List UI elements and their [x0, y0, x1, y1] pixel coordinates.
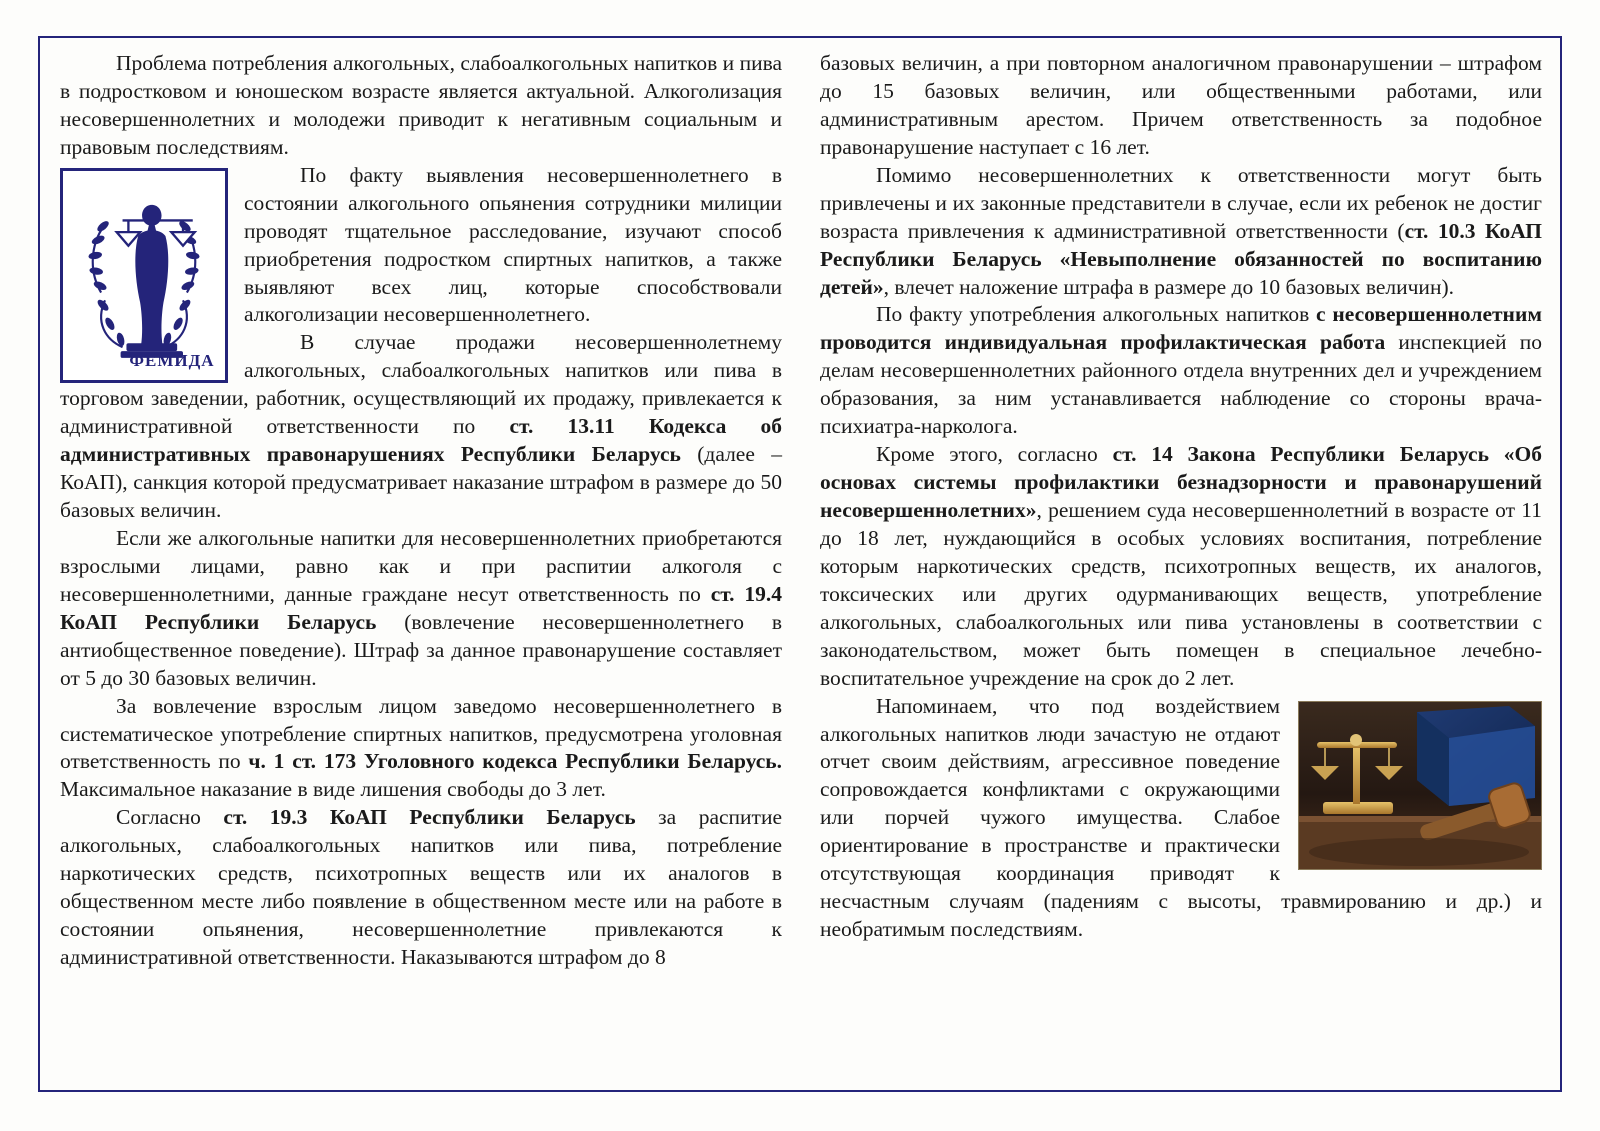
body-text: За вовлечение взрослым лицом заведомо несовершеннолетнего в систематическое употребление спиртных напитков, предусмотрена уголовная ответственность по: [60, 693, 782, 774]
femida-emblem: [60, 168, 228, 383]
emphasis-text: ст. 10.3 КоАП Республики Беларусь «Невыполнение обязанностей по воспитанию детей»: [820, 218, 1542, 299]
body-text: (далее – КоАП), санкция которой предусматривает наказание штрафом в размере до 50 базовых величин.: [60, 442, 782, 522]
body-text: Согласно: [116, 805, 224, 830]
body-text: По факту употребления алкогольных напитков: [876, 302, 1317, 327]
body-text: Если же алкогольные напитки для несовершеннолетних приобретаются взрослыми лицами, равно как и при распитии алкоголя с несовершеннолетними, данные граждане несут ответственность по: [60, 525, 782, 606]
body-text: Проблема потребления алкогольных, слабоалкогольных напитков и пива в подростковом и юношеском возрасте является актуальной. Алкоголизация несовершеннолетних и молодежи приводит к негативным социальным и правовым последствиям.: [60, 51, 782, 159]
emphasis-text: ч. 1 ст. 173 Уголовного кодекса Республики Беларусь.: [248, 749, 782, 774]
body-text: Кроме этого, согласно: [876, 442, 1113, 467]
right-column: [820, 50, 1542, 1080]
two-column-layout: [60, 50, 1542, 1080]
emblem-caption: ФЕМИДА: [129, 350, 215, 370]
body-text: инспекцией по делам несовершеннолетних районного отдела внутренних дел и учреждением образования, за ним устанавливается наблюдение со стороны врача-психиатра-нарколога.: [820, 330, 1542, 439]
left-column: [60, 50, 782, 1080]
paragraph-left-6: [60, 804, 782, 972]
body-text: за распитие алкогольных, слабоалкогольных напитков или пива, потребление наркотических средств, психотропных веществ или их аналогов в общественном месте либо появление в общественном месте или на работе в состоянии опьянения, несовершеннолетние привлекаются к административной ответственности. Наказываются штрафом до 8: [60, 805, 783, 969]
body-text: Помимо несовершеннолетних к ответственности могут быть привлечены и их законные представители в случае, если их ребенок не достиг возраста привлечения к административной ответственности (: [820, 162, 1542, 243]
paragraph-left-5: [60, 693, 782, 805]
emphasis-text: ст. 19.3 КоАП Республики Беларусь: [223, 805, 636, 830]
paragraph-left-1: [60, 50, 782, 162]
body-text: базовых величин, а при повторном аналогичном правонарушении – штрафом до 15 базовых величин, или общественными работами, или административным арестом. Причем ответственность за подобное правонарушение наступает с 16 лет.: [820, 51, 1542, 159]
paragraph-right-4: [820, 441, 1542, 692]
paragraph-right-1: [820, 50, 1542, 162]
body-text: Максимальное наказание в виде лишения свободы до 3 лет.: [60, 777, 606, 802]
body-text: , решением суда несовершеннолетний в возрасте от 11 до 18 лет, нуждающийся в особых условиях воспитания, потребление которым наркотических средств, психотропных веществ, их аналогов, токсических или других одурманивающих веществ, употребление алкогольных, слабоалкогольных или пива установлены в соответствии с законодательством, может быть помещен в специальное лечебно-воспитательное учреждение на срок до 2 лет.: [820, 498, 1542, 690]
paragraph-left-2: [60, 162, 782, 370]
paragraph-left-4: [60, 525, 782, 693]
paragraph-right-3: [820, 301, 1542, 441]
emphasis-text: ст. 13.11 Кодекса об административных правонарушениях Республики Беларусь: [60, 414, 783, 467]
paragraph-right-5: [820, 693, 1542, 944]
paragraph-right-2: [820, 162, 1542, 302]
emphasis-text: ст. 19.4 КоАП Республики Беларусь: [60, 581, 782, 634]
emblem-inner: [66, 174, 222, 377]
body-text: Напоминаем, что под воздействием алкогольных напитков люди зачастую не отдают отчет своим действиям, агрессивное поведение сопровождается конфликтами с окружающими или порчей чужого имущества. Слабое ориентирование в пространстве и практически отсутствующая координация приводят к несчастным случаям (падениям с высоты, травмированию и др.) и необратимым последствиям.: [820, 693, 1542, 942]
body-text: По факту выявления несовершеннолетнего в состоянии алкогольного опьянения сотрудники милиции проводят тщательное расследование, изучают способ приобретения подростком спиртных напитков, а также выявляют всех лиц, которые способствовали алкоголизации несовершеннолетнего.: [244, 162, 782, 327]
gavel-photo-icon: [1299, 702, 1541, 869]
body-text: В случае продажи несовершеннолетнему алкогольных, слабоалкогольных напитков или пива в торговом заведении, работник, осуществляющий их продажу, привлекается к административной ответственности по: [60, 330, 782, 439]
body-text: , влечет наложение штрафа в размере до 10 базовых величин).: [883, 274, 1454, 299]
body-text: (вовлечение несовершеннолетнего в антиобщественное поведение). Штраф за данное правонарушение составляет от 5 до 30 базовых величин.: [60, 609, 782, 690]
justice-statue-icon: [66, 174, 222, 377]
emphasis-text: ст. 14 Закона Республики Беларусь «Об основах системы профилактики безнадзорности и правонарушений несовершеннолетних»: [820, 442, 1542, 522]
emphasis-text: с несовершеннолетним проводится индивидуальная профилактическая работа: [820, 302, 1542, 355]
gavel-scales-photo: [1298, 701, 1542, 870]
